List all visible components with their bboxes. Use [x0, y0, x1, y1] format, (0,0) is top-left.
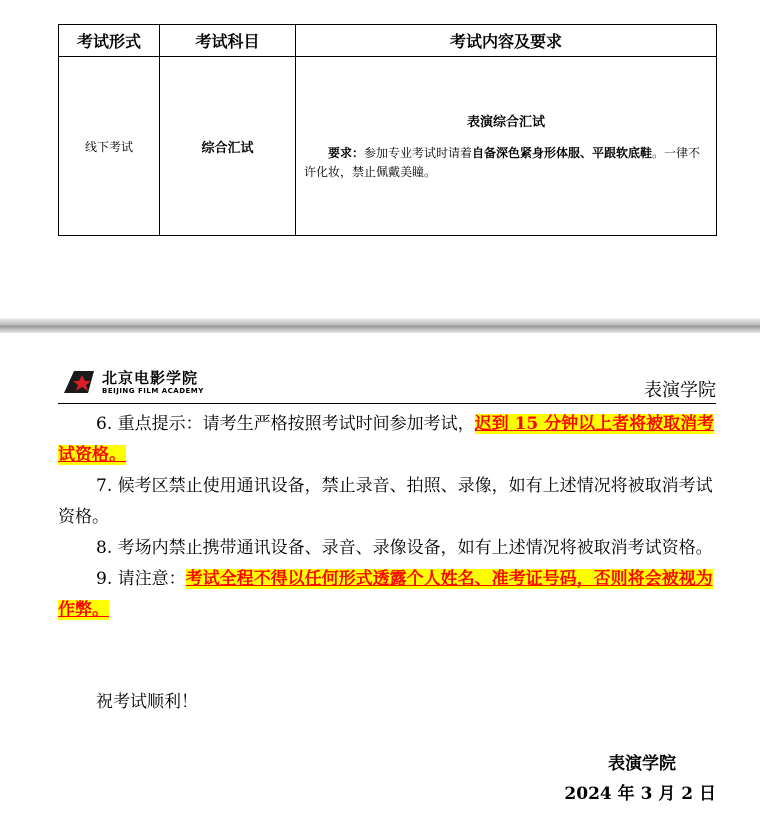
requirement-text-1: 参加专业考试时请着: [364, 145, 473, 160]
notice-body: [58, 409, 718, 626]
issue-date: 2024 年 3 月 2 日: [564, 784, 716, 804]
logo-english-name: BEIJING FILM ACADEMY: [102, 387, 204, 395]
requirement-bold: 自备深色紧身形体服、平跟软底鞋: [472, 145, 653, 160]
item-9-text: 9. 请注意：: [96, 569, 186, 589]
header-exam-subject: 考试科目: [160, 25, 296, 57]
header-rule: [58, 403, 716, 404]
header-exam-form: 考试形式: [59, 25, 160, 57]
header-school-name: 表演学院: [644, 380, 716, 401]
item-6-text: 6. 重点提示：请考生严格按照考试时间参加考试，: [96, 414, 475, 434]
signature: 表演学院: [608, 754, 676, 774]
item-9-highlight: 考试全程不得以任何形式透露个人姓名、准考证号码，否则将会被视为作弊。: [58, 569, 713, 620]
item-7-text: 7. 候考区禁止使用通讯设备，禁止录音、拍照、录像，如有上述情况将被取消考试资格。: [58, 476, 713, 527]
closing-wish: 祝考试顺利！: [96, 692, 198, 712]
content-requirements: [296, 144, 716, 182]
table-header-row: [59, 25, 717, 57]
content-title: 表演综合汇试: [466, 114, 545, 130]
table-row: [59, 57, 717, 236]
page-separator: [0, 318, 760, 333]
notice-item-7: [58, 471, 718, 533]
requirement-label: 要求：: [328, 145, 365, 160]
academy-logo: [64, 367, 204, 397]
notice-item-8: [58, 533, 718, 564]
requirement-text-2: 。一律不许化妆，禁止佩戴美瞳。: [304, 145, 701, 179]
item-8-text: 8. 考场内禁止携带通讯设备、录音、录像设备，如有上述情况将被取消考试资格。: [96, 538, 713, 558]
page-1-bottom: [0, 0, 760, 318]
cell-exam-content: [296, 57, 717, 236]
film-academy-star-logo-icon: [64, 367, 96, 395]
notice-item-9: [58, 564, 718, 626]
page-2: [0, 333, 760, 813]
cell-exam-form: 线下考试: [59, 57, 160, 236]
item-6-highlight: 迟到 15 分钟以上者将被取消考试资格。: [58, 414, 715, 465]
logo-chinese-name: 北京电影学院: [102, 369, 199, 387]
exam-table: [58, 24, 717, 236]
notice-item-6: [58, 409, 718, 471]
cell-exam-subject: 综合汇试: [160, 57, 296, 236]
header-exam-content: 考试内容及要求: [296, 25, 717, 57]
